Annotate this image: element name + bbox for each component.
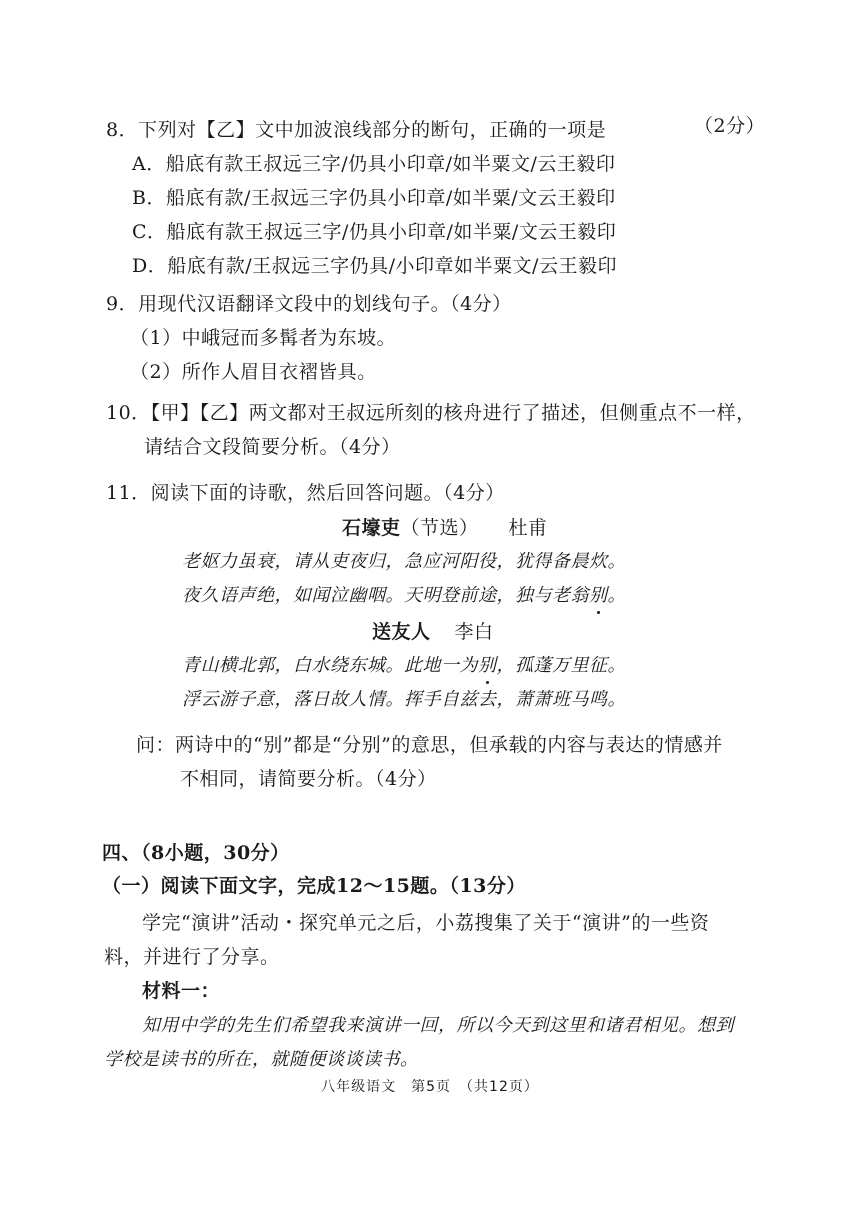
q11-question-line-2: 不相同，请简要分析。（4分）: [180, 768, 437, 790]
poem1-title: 石壕吏: [342, 517, 401, 539]
q8-score: （2分）: [694, 115, 766, 137]
material-label: 材料一：: [142, 980, 221, 1002]
q8-option-d: D．船底有款/王叔远三字仍具/小印章如半粟文/云王毅印: [132, 255, 617, 277]
subsection-heading: （一）阅读下面文字，完成12～15题。（13分）: [102, 875, 526, 897]
q9-item-1: （1）中峨冠而多髯者为东坡。: [130, 327, 397, 349]
intro-line-2: 料，并进行了分享。: [104, 946, 280, 968]
emphasis-dot-char: 别: [478, 655, 497, 676]
poem1-note: （节选）: [400, 517, 479, 539]
poem1-line-2-end: 。: [607, 585, 626, 606]
poem1-heading: [342, 516, 548, 540]
q11-stem: 11．阅读下面的诗歌，然后回答问题。（4分）: [106, 482, 505, 504]
poem1-line-1: 老妪力虽衰，请从吏夜归，急应河阳役，犹得备晨炊。: [182, 551, 626, 572]
intro-line-1: 学完“演讲”活动・探究单元之后，小荔搜集了关于“演讲”的一些资: [142, 912, 710, 934]
emphasis-dot-char: 别: [589, 585, 608, 606]
poem2-line-1-text: 青山横北郭，白水绕东城。此地一为: [182, 655, 478, 676]
q8-option-c: C．船底有款王叔远三字/仍具小印章/如半粟/文云王毅印: [132, 221, 617, 243]
poem1-line-2: [182, 584, 626, 608]
q9-item-2: （2）所作人眉目衣褶皆具。: [130, 361, 377, 383]
q9-stem: 9．用现代汉语翻译文段中的划线句子。（4分）: [106, 293, 512, 315]
q8-option-b: B．船底有款/王叔远三字仍具小印章/如半粟/文云王毅印: [132, 187, 616, 209]
poem2-line-1: [182, 654, 626, 678]
poem2-heading: [372, 620, 494, 644]
poem2-line-1-end: ，孤蓬万里征。: [496, 655, 626, 676]
q11-question-line-1: 问：两诗中的“别”都是“分别”的意思，但承载的内容与表达的情感并: [136, 734, 723, 756]
page-footer: 八年级语文 第5页 （共12页）: [321, 1079, 539, 1095]
poem2-line-2: 浮云游子意，落日故人情。挥手自兹去，萧萧班马鸣。: [182, 689, 626, 710]
poem1-line-2-text: 夜久语声绝，如闻泣幽咽。天明登前途，独与老翁: [182, 585, 589, 606]
q10-line-2: 请结合文段简要分析。（4分）: [144, 436, 401, 458]
material-line-2: 学校是读书的所在，就随便谈谈读书。: [104, 1049, 419, 1070]
q8-option-a: A．船底有款王叔远三字/仍具小印章/如半粟文/云王毅印: [132, 153, 616, 175]
q10-line-1: 10．【甲】【乙】两文都对王叔远所刻的核舟进行了描述，但侧重点不一样，: [106, 402, 756, 424]
material-line-1: 知用中学的先生们希望我来演讲一回，所以今天到这里和诸君相见。想到: [142, 1015, 734, 1036]
q8-stem: 8．下列对【乙】文中加波浪线部分的断句，正确的一项是: [106, 119, 607, 141]
poem2-title: 送友人: [372, 621, 431, 643]
poem2-author: 李白: [454, 621, 494, 643]
poem1-author: 杜甫: [508, 517, 548, 539]
section-heading: 四、（8小题，30分）: [102, 842, 290, 864]
